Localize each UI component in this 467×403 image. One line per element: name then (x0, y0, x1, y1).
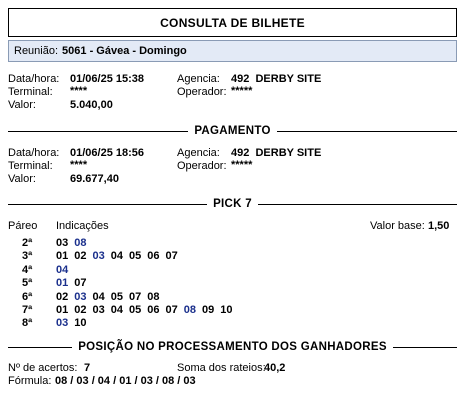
reuniao-value: 5061 - Gávea - Domingo (62, 45, 187, 57)
datahora-label: Data/hora: (8, 73, 60, 85)
winner-number: 03 (74, 291, 87, 303)
indication-number: 02 (74, 304, 87, 316)
pick-row-numbers (56, 316, 93, 330)
indication-number: 05 (129, 250, 142, 262)
indication-number: 05 (129, 304, 142, 316)
pick-row-numbers (56, 303, 239, 317)
pick-row-pareo: 4ª (22, 264, 33, 276)
terminal-label: Terminal: (8, 86, 53, 98)
winner-number: 08 (74, 237, 87, 249)
indication-number: 06 (147, 304, 160, 316)
indication-number: 09 (202, 304, 215, 316)
pick-row-pareo: 2ª (22, 237, 33, 249)
operador-value: ***** (231, 85, 253, 97)
pick-header (8, 197, 457, 211)
pick-row-pareo: 7ª (22, 304, 33, 316)
agencia-value: 492 DERBY SITE (231, 73, 322, 85)
pick-row-pareo: 3ª (22, 250, 33, 262)
indication-number: 06 (147, 250, 160, 262)
valor-value: 5.040,00 (70, 99, 113, 111)
pick-row-numbers (56, 263, 74, 277)
indication-number: 03 (92, 304, 105, 316)
pag-valor-value: 69.677,40 (70, 173, 119, 185)
reuniao-bar (8, 40, 457, 62)
pag-datahora-value: 01/06/25 18:56 (70, 147, 145, 159)
agencia-label: Agencia: (177, 73, 220, 85)
datahora-value: 01/06/25 15:38 (70, 73, 145, 85)
valor-base-value: 1,50 (428, 220, 450, 232)
indication-number: 10 (220, 304, 233, 316)
winner-number: 03 (56, 317, 69, 329)
pag-operador-value: ***** (231, 159, 253, 171)
operador-label: Operador: (177, 86, 227, 98)
pag-datahora-label: Data/hora: (8, 147, 60, 159)
pag-terminal-value: **** (70, 159, 88, 171)
indication-number: 08 (147, 291, 160, 303)
pick-row-pareo: 8ª (22, 317, 33, 329)
indication-number: 01 (56, 304, 69, 316)
pareo-column-header: Páreo (8, 220, 38, 232)
pag-terminal-label: Terminal: (8, 160, 53, 172)
formula-value: 08 / 03 / 04 / 01 / 03 / 08 / 03 (55, 375, 196, 387)
formula-label: Fórmula: (8, 375, 52, 387)
winner-number: 08 (183, 304, 196, 316)
acertos-value: 7 (84, 362, 91, 374)
pag-valor-label: Valor: (8, 173, 36, 185)
pick-row-numbers (56, 249, 184, 263)
indication-number: 02 (56, 291, 69, 303)
pag-agencia-value: 492 DERBY SITE (231, 147, 322, 159)
indication-number: 04 (92, 291, 105, 303)
page-title: CONSULTA DE BILHETE (8, 8, 457, 37)
indication-number: 07 (165, 304, 178, 316)
indicacoes-column-header: Indicações (56, 220, 109, 232)
indication-number: 01 (56, 250, 69, 262)
indication-number: 04 (110, 250, 123, 262)
posicao-title: POSIÇÃO NO PROCESSAMENTO DOS GANHADORES (78, 341, 387, 353)
soma-rateios-value: 40,2 (264, 362, 286, 374)
pagamento-title: PAGAMENTO (194, 125, 271, 137)
pag-agencia-label: Agencia: (177, 147, 220, 159)
pick-row-numbers (56, 236, 93, 250)
indication-number: 07 (129, 291, 142, 303)
pick-row-pareo: 6ª (22, 291, 33, 303)
pick-title: PICK 7 (213, 198, 252, 210)
pick-row-numbers (56, 290, 166, 304)
indication-number: 10 (74, 317, 87, 329)
indication-number: 03 (56, 237, 69, 249)
posicao-header (8, 340, 457, 354)
winner-number: 03 (92, 250, 105, 262)
soma-rateios-label: Soma dos rateios: (177, 362, 266, 374)
indication-number: 07 (165, 250, 178, 262)
indication-number: 07 (74, 277, 87, 289)
terminal-value: **** (70, 85, 88, 97)
valor-base-label: Valor base: (370, 220, 425, 232)
acertos-label: Nº de acertos: (8, 362, 78, 374)
reuniao-label: Reunião: (14, 45, 59, 57)
winner-number: 01 (56, 277, 69, 289)
pagamento-header (8, 124, 457, 138)
winner-number: 04 (56, 264, 69, 276)
pick-row-numbers (56, 276, 93, 290)
indication-number: 05 (110, 291, 123, 303)
valor-label: Valor: (8, 99, 36, 111)
indication-number: 04 (110, 304, 123, 316)
indication-number: 02 (74, 250, 87, 262)
pag-operador-label: Operador: (177, 160, 227, 172)
pick-row-pareo: 5ª (22, 277, 33, 289)
